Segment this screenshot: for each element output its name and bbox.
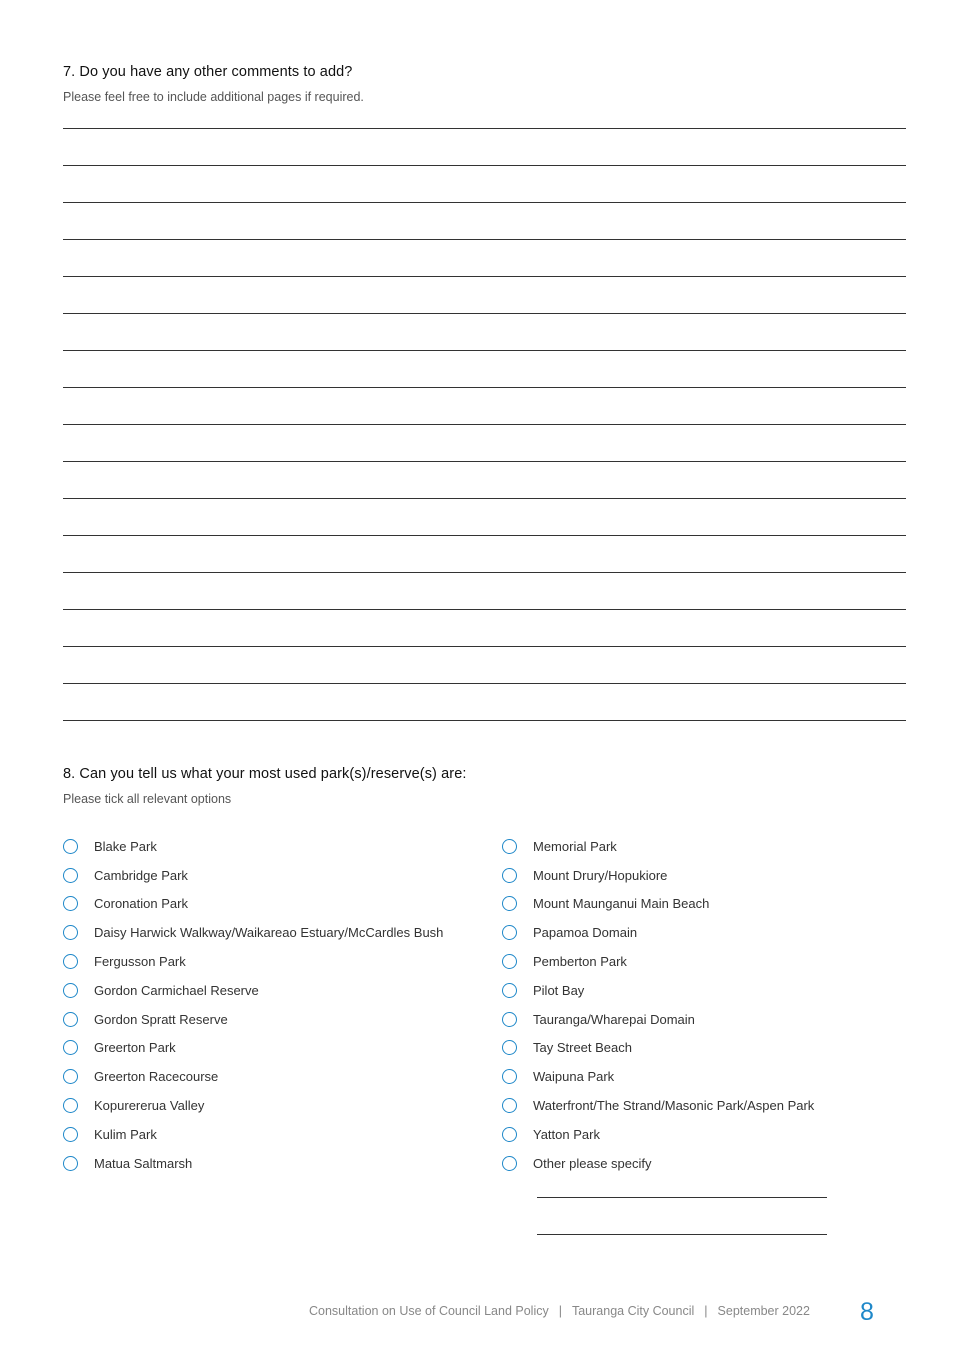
- radio-circle-icon[interactable]: [63, 983, 78, 998]
- page-footer: [309, 1304, 810, 1318]
- comment-line[interactable]: [63, 461, 906, 462]
- comment-line[interactable]: [63, 646, 906, 647]
- radio-circle-icon[interactable]: [63, 1040, 78, 1055]
- radio-circle-icon[interactable]: [502, 1098, 517, 1113]
- radio-circle-icon[interactable]: [63, 1098, 78, 1113]
- comment-line[interactable]: [63, 572, 906, 573]
- footer-date: September 2022: [717, 1304, 810, 1318]
- radio-circle-icon[interactable]: [63, 925, 78, 940]
- park-option-label: Pemberton Park: [533, 954, 627, 970]
- park-option-label: Fergusson Park: [94, 954, 186, 970]
- specify-line[interactable]: [537, 1197, 827, 1198]
- radio-circle-icon[interactable]: [63, 839, 78, 854]
- park-option[interactable]: [63, 947, 443, 976]
- park-option-label: Tauranga/Wharepai Domain: [533, 1011, 695, 1027]
- comment-line[interactable]: [63, 720, 906, 721]
- question-8-title: 8. Can you tell us what your most used park(s)/reserve(s) are:: [63, 766, 467, 782]
- park-option[interactable]: [63, 918, 443, 947]
- park-options-right-column: [502, 832, 814, 1178]
- park-option-label: Coronation Park: [94, 896, 188, 912]
- park-option[interactable]: [502, 832, 814, 861]
- park-option-label: Yatton Park: [533, 1126, 600, 1142]
- radio-circle-icon[interactable]: [63, 868, 78, 883]
- park-option-label: Mount Drury/Hopukiore: [533, 867, 668, 883]
- comment-line[interactable]: [63, 202, 906, 203]
- park-option[interactable]: [63, 1120, 443, 1149]
- radio-circle-icon[interactable]: [502, 1012, 517, 1027]
- park-option-label: Gordon Carmichael Reserve: [94, 982, 259, 998]
- comment-line[interactable]: [63, 165, 906, 166]
- park-option-label: Greerton Racecourse: [94, 1069, 219, 1085]
- specify-line[interactable]: [537, 1234, 827, 1235]
- radio-circle-icon[interactable]: [63, 896, 78, 911]
- footer-organisation: Tauranga City Council: [571, 1304, 695, 1318]
- radio-circle-icon[interactable]: [502, 1156, 517, 1171]
- park-option-label: Kulim Park: [94, 1126, 157, 1142]
- park-option[interactable]: [502, 976, 814, 1005]
- park-option-label: Cambridge Park: [94, 867, 188, 883]
- radio-circle-icon[interactable]: [502, 1127, 517, 1142]
- park-option[interactable]: [63, 976, 443, 1005]
- park-option[interactable]: [502, 918, 814, 947]
- park-options-left-column: [63, 832, 443, 1178]
- park-option[interactable]: [63, 1062, 443, 1091]
- comment-line[interactable]: [63, 276, 906, 277]
- comment-line[interactable]: [63, 609, 906, 610]
- park-option[interactable]: [63, 832, 443, 861]
- question-7-subtitle: Please feel free to include additional pages if required.: [63, 90, 364, 104]
- park-option-label: Other please specify: [533, 1155, 652, 1171]
- park-option-label: Pilot Bay: [533, 982, 585, 998]
- park-option[interactable]: [502, 1149, 814, 1178]
- comment-line[interactable]: [63, 239, 906, 240]
- park-option[interactable]: [63, 1091, 443, 1120]
- park-option-label: Waipuna Park: [533, 1069, 615, 1085]
- comment-line[interactable]: [63, 683, 906, 684]
- question-7-title: 7. Do you have any other comments to add?: [63, 64, 353, 80]
- comment-line[interactable]: [63, 350, 906, 351]
- radio-circle-icon[interactable]: [502, 954, 517, 969]
- park-option-label: Daisy Harwick Walkway/Waikareao Estuary/McCardles Bush: [94, 925, 444, 941]
- radio-circle-icon[interactable]: [63, 954, 78, 969]
- park-option[interactable]: [502, 1091, 814, 1120]
- radio-circle-icon[interactable]: [502, 839, 517, 854]
- park-option[interactable]: [502, 890, 814, 919]
- page-number: 8: [860, 1298, 874, 1326]
- radio-circle-icon[interactable]: [502, 1040, 517, 1055]
- park-option-label: Waterfront/The Strand/Masonic Park/Aspen Park: [533, 1098, 815, 1114]
- footer-separator: |: [558, 1304, 562, 1318]
- park-option[interactable]: [63, 1149, 443, 1178]
- park-option-label: Papamoa Domain: [533, 925, 638, 941]
- comment-line[interactable]: [63, 424, 906, 425]
- radio-circle-icon[interactable]: [63, 1069, 78, 1084]
- park-option[interactable]: [502, 1005, 814, 1034]
- park-option-label: Tay Street Beach: [533, 1040, 632, 1056]
- park-option-label: Mount Maunganui Main Beach: [533, 896, 710, 912]
- radio-circle-icon[interactable]: [502, 925, 517, 940]
- park-option[interactable]: [63, 861, 443, 890]
- radio-circle-icon[interactable]: [502, 983, 517, 998]
- comment-line[interactable]: [63, 498, 906, 499]
- question-8-subtitle: Please tick all relevant options: [63, 792, 232, 806]
- other-specify-writing-area[interactable]: [537, 1197, 827, 1271]
- comment-line[interactable]: [63, 535, 906, 536]
- radio-circle-icon[interactable]: [502, 1069, 517, 1084]
- park-option[interactable]: [502, 1062, 814, 1091]
- park-option-label: Memorial Park: [533, 838, 617, 854]
- radio-circle-icon[interactable]: [502, 896, 517, 911]
- park-option[interactable]: [502, 1120, 814, 1149]
- park-option-label: Matua Saltmarsh: [94, 1155, 193, 1171]
- park-option-label: Gordon Spratt Reserve: [94, 1011, 228, 1027]
- comment-line[interactable]: [63, 128, 906, 129]
- park-option-label: Greerton Park: [94, 1040, 176, 1056]
- radio-circle-icon[interactable]: [63, 1012, 78, 1027]
- park-option[interactable]: [63, 890, 443, 919]
- park-option[interactable]: [502, 947, 814, 976]
- park-option[interactable]: [63, 1005, 443, 1034]
- park-option[interactable]: [502, 861, 814, 890]
- radio-circle-icon[interactable]: [63, 1156, 78, 1171]
- park-option[interactable]: [502, 1034, 814, 1063]
- radio-circle-icon[interactable]: [63, 1127, 78, 1142]
- comments-writing-area[interactable]: [63, 128, 906, 757]
- park-option[interactable]: [63, 1034, 443, 1063]
- park-option-label: Kopurererua Valley: [94, 1098, 205, 1114]
- comment-line[interactable]: [63, 387, 906, 388]
- comment-line[interactable]: [63, 313, 906, 314]
- footer-separator: |: [704, 1304, 708, 1318]
- radio-circle-icon[interactable]: [502, 868, 517, 883]
- park-option-label: Blake Park: [94, 838, 157, 854]
- footer-document-title: Consultation on Use of Council Land Policy: [309, 1304, 549, 1318]
